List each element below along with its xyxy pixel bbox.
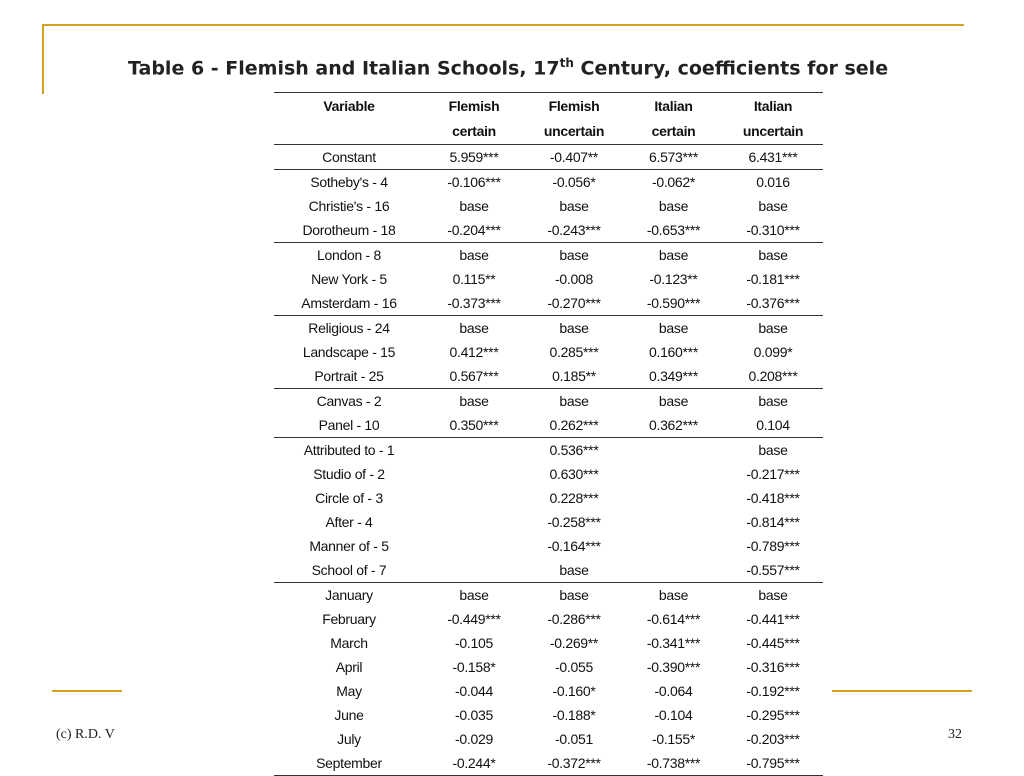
flemish-certain-cell: -0.029 xyxy=(455,731,493,747)
flemish-uncertain-cell: 0.285*** xyxy=(549,344,599,360)
table-header-row xyxy=(274,93,823,119)
italian-certain-cell: base xyxy=(658,198,689,214)
flemish-certain-cell: -0.044 xyxy=(455,683,493,699)
table-row xyxy=(274,727,823,751)
italian-uncertain-cell: -0.181*** xyxy=(746,271,800,287)
italian-uncertain-cell: -0.557*** xyxy=(746,562,800,578)
table-row xyxy=(274,413,823,438)
italian-certain-cell: 0.362*** xyxy=(649,417,698,433)
flemish-certain-cell xyxy=(424,438,524,463)
flemish-certain-cell: -0.105 xyxy=(455,635,493,651)
table-row xyxy=(274,486,823,510)
italian-certain-cell: -0.653*** xyxy=(646,222,701,238)
decorative-bottom-left-rule xyxy=(52,690,122,692)
flemish-certain-cell: -0.204*** xyxy=(447,222,501,238)
table-row xyxy=(274,340,823,364)
flemish-uncertain-cell: -0.243*** xyxy=(547,222,601,238)
italian-uncertain-cell: base xyxy=(758,198,788,214)
variable-cell: School of - 7 xyxy=(311,562,387,578)
header-flemish-uncertain: Flemish xyxy=(524,93,624,119)
italian-certain-cell xyxy=(624,534,723,558)
flemish-certain-cell: base xyxy=(459,198,489,214)
flemish-uncertain-cell: 0.536*** xyxy=(524,438,624,463)
italian-uncertain-cell: base xyxy=(723,243,823,268)
variable-cell: January xyxy=(274,583,424,608)
flemish-certain-cell: base xyxy=(424,583,524,608)
variable-cell: April xyxy=(335,659,363,675)
slide-title-main: Table 6 - Flemish and Italian Schools, 17 xyxy=(128,57,560,80)
italian-certain-cell: -0.104 xyxy=(654,707,693,723)
header-italian-certain: Italian xyxy=(624,93,723,119)
italian-uncertain-cell: 0.104 xyxy=(756,417,790,433)
table-row xyxy=(274,291,823,316)
flemish-certain-cell: -0.449*** xyxy=(447,611,501,627)
flemish-uncertain-cell: base xyxy=(524,389,624,414)
variable-cell: Sotheby's - 4 xyxy=(274,170,424,195)
variable-cell: Circle of - 3 xyxy=(315,490,383,506)
flemish-certain-cell xyxy=(424,510,524,534)
italian-uncertain-cell: -0.310*** xyxy=(746,222,800,238)
subheader-italian-certain: certain xyxy=(624,118,723,145)
flemish-certain-cell: -0.244* xyxy=(424,751,524,776)
table-row xyxy=(274,316,823,341)
flemish-uncertain-cell: base xyxy=(559,562,589,578)
italian-uncertain-cell: -0.441*** xyxy=(746,611,800,627)
flemish-uncertain-cell: -0.164*** xyxy=(547,538,601,554)
flemish-uncertain-cell: 0.185** xyxy=(552,368,596,384)
table-subheader-row xyxy=(274,118,823,145)
flemish-certain-cell xyxy=(424,486,524,510)
table-row xyxy=(274,607,823,631)
variable-cell: New York - 5 xyxy=(311,271,387,287)
flemish-uncertain-cell: -0.258*** xyxy=(547,514,601,530)
variable-cell: Constant xyxy=(274,145,424,170)
decorative-top-rule xyxy=(42,24,964,26)
table-row xyxy=(274,194,823,218)
table-row xyxy=(274,583,823,608)
italian-uncertain-cell: -0.316*** xyxy=(746,659,800,675)
italian-certain-cell: 0.349*** xyxy=(649,368,698,384)
flemish-uncertain-cell: -0.188* xyxy=(552,707,596,723)
italian-uncertain-cell: base xyxy=(723,316,823,341)
italian-uncertain-cell: base xyxy=(723,583,823,608)
italian-certain-cell: base xyxy=(624,316,723,341)
variable-cell: May xyxy=(336,683,362,699)
variable-cell: After - 4 xyxy=(325,514,373,530)
italian-certain-cell: -0.123** xyxy=(649,271,698,287)
subheader-flemish-certain: certain xyxy=(424,118,524,145)
table-row xyxy=(274,145,823,170)
italian-uncertain-cell: 0.208*** xyxy=(748,368,798,384)
italian-certain-cell: -0.590*** xyxy=(646,295,701,311)
flemish-certain-cell xyxy=(424,462,524,486)
variable-cell: Portrait - 25 xyxy=(314,368,384,384)
italian-certain-cell xyxy=(624,510,723,534)
italian-certain-cell: -0.390*** xyxy=(646,659,701,675)
variable-cell: London - 8 xyxy=(274,243,424,268)
table-row xyxy=(274,243,823,268)
italian-uncertain-cell: base xyxy=(723,438,823,463)
flemish-uncertain-cell: -0.051 xyxy=(555,731,593,747)
flemish-certain-cell: 0.350*** xyxy=(449,417,499,433)
flemish-certain-cell: -0.373*** xyxy=(447,295,501,311)
table-row xyxy=(274,438,823,463)
italian-uncertain-cell: -0.192*** xyxy=(746,683,800,699)
flemish-uncertain-cell: base xyxy=(524,583,624,608)
flemish-certain-cell: 5.959*** xyxy=(424,145,524,170)
italian-uncertain-cell: -0.295*** xyxy=(746,707,800,723)
flemish-certain-cell xyxy=(424,534,524,558)
table-row xyxy=(274,655,823,679)
table-row xyxy=(274,364,823,389)
table-row xyxy=(274,558,823,583)
italian-uncertain-cell: 0.099* xyxy=(753,344,793,360)
italian-uncertain-cell: -0.203*** xyxy=(746,731,800,747)
variable-cell: Religious - 24 xyxy=(274,316,424,341)
italian-uncertain-cell: -0.789*** xyxy=(746,538,800,554)
italian-certain-cell: base xyxy=(624,243,723,268)
variable-cell: Manner of - 5 xyxy=(309,538,389,554)
flemish-certain-cell: 0.412*** xyxy=(449,344,499,360)
flemish-uncertain-cell: base xyxy=(559,198,589,214)
variable-cell: Attributed to - 1 xyxy=(274,438,424,463)
footer-copyright: (c) R.D. V xyxy=(56,727,115,742)
table-row xyxy=(274,631,823,655)
flemish-uncertain-cell: -0.407** xyxy=(524,145,624,170)
flemish-uncertain-cell: 0.228*** xyxy=(549,490,599,506)
variable-cell: Canvas - 2 xyxy=(274,389,424,414)
variable-cell: Panel - 10 xyxy=(318,417,380,433)
table-row xyxy=(274,679,823,703)
table-row xyxy=(274,462,823,486)
flemish-uncertain-cell: 0.262*** xyxy=(549,417,599,433)
italian-certain-cell: 6.573*** xyxy=(624,145,723,170)
italian-uncertain-cell: -0.445*** xyxy=(746,635,800,651)
italian-certain-cell xyxy=(624,486,723,510)
flemish-uncertain-cell: -0.055 xyxy=(555,659,593,675)
italian-uncertain-cell: 0.016 xyxy=(723,170,823,195)
flemish-certain-cell: base xyxy=(424,316,524,341)
table-row xyxy=(274,170,823,195)
table-body xyxy=(274,145,823,776)
slide-title xyxy=(128,56,889,84)
slide-title-rest: Century, coefficients for sele xyxy=(573,57,889,80)
flemish-certain-cell: base xyxy=(424,243,524,268)
table-row xyxy=(274,389,823,414)
header-flemish-certain: Flemish xyxy=(424,93,524,119)
flemish-uncertain-cell: -0.056* xyxy=(524,170,624,195)
italian-certain-cell xyxy=(624,438,723,463)
variable-cell: September xyxy=(274,751,424,776)
table-row xyxy=(274,267,823,291)
flemish-uncertain-cell: -0.270*** xyxy=(547,295,601,311)
page-number: 32 xyxy=(948,727,962,742)
flemish-uncertain-cell: base xyxy=(524,316,624,341)
flemish-certain-cell: -0.106*** xyxy=(424,170,524,195)
italian-uncertain-cell: -0.376*** xyxy=(746,295,800,311)
variable-cell: Christie's - 16 xyxy=(308,198,390,214)
table-row xyxy=(274,218,823,243)
table-row xyxy=(274,510,823,534)
italian-certain-cell: 0.160*** xyxy=(649,344,698,360)
flemish-uncertain-cell: -0.372*** xyxy=(524,751,624,776)
variable-cell: Landscape - 15 xyxy=(302,344,396,360)
subheader-italian-uncertain: uncertain xyxy=(723,118,823,145)
italian-certain-cell: -0.738*** xyxy=(624,751,723,776)
flemish-uncertain-cell: -0.008 xyxy=(555,271,593,287)
italian-certain-cell xyxy=(624,462,723,486)
header-variable: Variable xyxy=(274,93,424,119)
flemish-uncertain-cell: -0.286*** xyxy=(547,611,601,627)
italian-uncertain-cell: 6.431*** xyxy=(723,145,823,170)
italian-certain-cell: -0.614*** xyxy=(646,611,701,627)
variable-cell: Studio of - 2 xyxy=(313,466,385,482)
variable-cell: March xyxy=(330,635,368,651)
table-row xyxy=(274,534,823,558)
italian-certain-cell: -0.155* xyxy=(651,731,696,747)
subheader-flemish-uncertain: uncertain xyxy=(524,118,624,145)
slide-title-superscript: th xyxy=(559,56,574,70)
italian-certain-cell: -0.062* xyxy=(624,170,723,195)
italian-uncertain-cell: -0.217*** xyxy=(746,466,800,482)
italian-certain-cell xyxy=(624,558,723,583)
flemish-certain-cell: -0.035 xyxy=(455,707,493,723)
flemish-uncertain-cell: 0.630*** xyxy=(549,466,599,482)
italian-uncertain-cell: base xyxy=(723,389,823,414)
table-row xyxy=(274,751,823,776)
subheader-variable xyxy=(274,118,424,145)
italian-certain-cell: -0.064 xyxy=(654,683,693,699)
decorative-left-rule xyxy=(42,24,44,94)
variable-cell: February xyxy=(322,611,376,627)
italian-certain-cell: base xyxy=(624,389,723,414)
flemish-uncertain-cell: base xyxy=(524,243,624,268)
flemish-certain-cell xyxy=(424,558,524,583)
table-row xyxy=(274,703,823,727)
variable-cell: Amsterdam - 16 xyxy=(301,295,397,311)
coefficients-table xyxy=(274,92,823,776)
variable-cell: July xyxy=(337,731,361,747)
coefficients-table-container xyxy=(274,92,823,771)
flemish-certain-cell: base xyxy=(424,389,524,414)
flemish-certain-cell: 0.567*** xyxy=(449,368,499,384)
italian-uncertain-cell: -0.418*** xyxy=(746,490,800,506)
italian-certain-cell: base xyxy=(624,583,723,608)
header-italian-uncertain: Italian xyxy=(723,93,823,119)
flemish-uncertain-cell: -0.160* xyxy=(552,683,596,699)
flemish-certain-cell: 0.115** xyxy=(452,271,496,287)
italian-uncertain-cell: -0.814*** xyxy=(746,514,800,530)
flemish-certain-cell: -0.158* xyxy=(452,659,496,675)
italian-uncertain-cell: -0.795*** xyxy=(723,751,823,776)
decorative-bottom-right-rule xyxy=(832,690,972,692)
flemish-uncertain-cell: -0.269** xyxy=(549,635,599,651)
variable-cell: June xyxy=(334,707,364,723)
variable-cell: Dorotheum - 18 xyxy=(302,222,396,238)
italian-certain-cell: -0.341*** xyxy=(646,635,701,651)
